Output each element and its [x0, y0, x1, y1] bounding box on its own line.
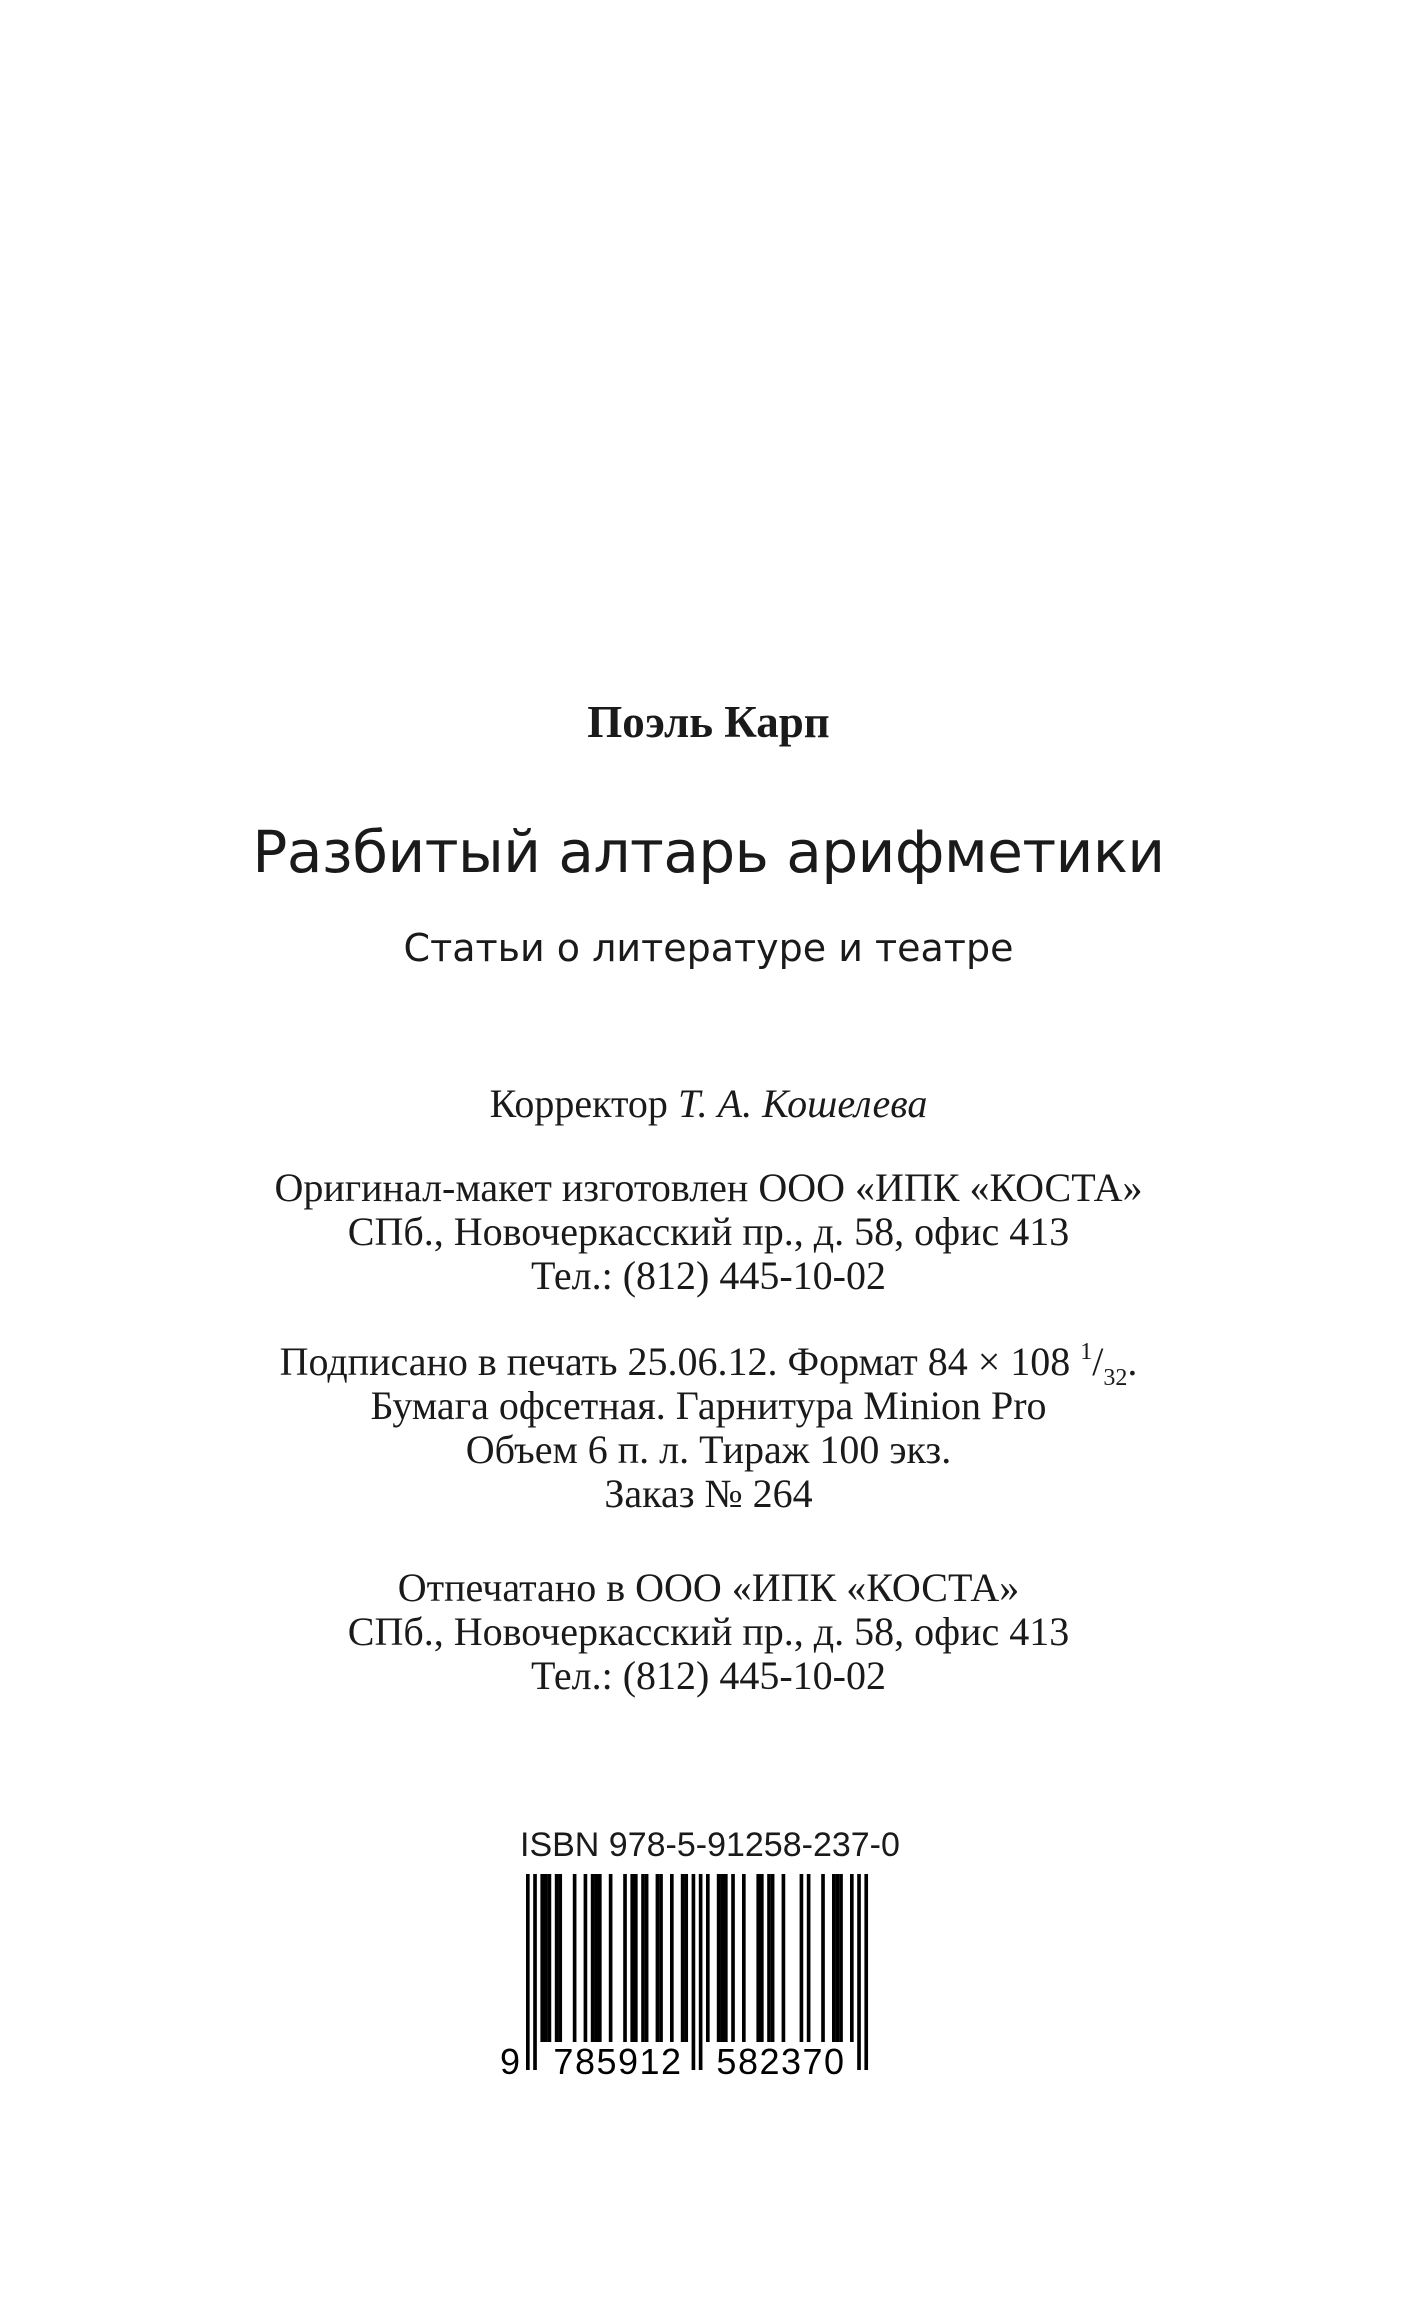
corrector-line — [0, 1080, 1417, 1127]
barcode-bar — [548, 1874, 552, 2042]
volume-run-line: Объем 6 п. л. Тираж 100 экз. — [465, 1427, 952, 1472]
barcode-bar — [821, 1874, 825, 2042]
printer-phone-line: Тел.: (812) 445-10-02 — [530, 1653, 887, 1698]
signed-to-print-text: Подписано в печать 25.06.12. Формат 84 × 108 — [279, 1339, 1071, 1384]
barcode-bar — [540, 1874, 544, 2042]
barcode-guard-bar — [533, 1874, 537, 2070]
barcode-guard-bar — [699, 1874, 703, 2070]
barcode-bar — [760, 1874, 764, 2042]
barcode-bar — [573, 1874, 577, 2042]
barcode-bar — [724, 1874, 728, 2042]
barcode-bar — [584, 1874, 588, 2042]
layout-address-line: СПб., Новочеркасский пр., д. 58, офис 413 — [347, 1209, 1070, 1254]
barcode-bar — [832, 1874, 836, 2042]
barcode-bar — [717, 1874, 721, 2042]
corrector-name: Т. А. Кошелева — [677, 1081, 928, 1126]
barcode-bar — [645, 1874, 649, 2042]
barcode-bar — [684, 1874, 688, 2042]
paper-typeface-line: Бумага офсетная. Гарнитура Minion Pro — [370, 1383, 1047, 1428]
barcode-bar — [767, 1874, 771, 2042]
book-author: Поэль Карп — [587, 697, 830, 747]
barcode-bar — [555, 1874, 559, 2042]
barcode-guard-bar — [864, 1874, 868, 2070]
order-number-line: Заказ № 264 — [604, 1471, 813, 1516]
format-numerator: 1 — [1080, 1339, 1093, 1365]
layout-phone-line: Тел.: (812) 445-10-02 — [530, 1253, 887, 1298]
barcode-guard-bar — [857, 1874, 861, 2070]
barcode-bar — [681, 1874, 685, 2042]
barcode-bar — [591, 1874, 595, 2042]
format-denominator: 32 — [1103, 1365, 1128, 1391]
printed-at-line: Отпечатано в ООО «ИПК «КОСТА» — [397, 1565, 1020, 1610]
printer-credits — [0, 1566, 1417, 1698]
barcode-bar — [630, 1874, 634, 2042]
book-title: Разбитый алтарь арифметики — [252, 818, 1165, 886]
print-specifications — [0, 1340, 1417, 1516]
barcode-bar — [850, 1874, 854, 2042]
barcode-bar — [594, 1874, 598, 2042]
barcode-bar — [839, 1874, 843, 2042]
barcode-bar — [609, 1874, 613, 2042]
barcode-bar — [659, 1874, 663, 2042]
barcode-first-digit: 9 — [499, 2041, 521, 2078]
printer-address-line: СПб., Новочеркасский пр., д. 58, офис 413 — [347, 1609, 1070, 1654]
barcode-bar — [623, 1874, 627, 2042]
barcode-bar — [641, 1874, 645, 2042]
barcode-bar — [836, 1874, 840, 2042]
book-subtitle: Статьи о литературе и театре — [403, 926, 1014, 970]
barcode-bar — [720, 1874, 724, 2042]
barcode-left-digits: 785912 — [553, 2041, 683, 2078]
isbn-label: ISBN 978-5-91258-237-0 — [520, 1826, 900, 1864]
barcode-bar — [731, 1874, 735, 2042]
barcode-guard-bar — [692, 1874, 696, 2070]
layout-credits — [0, 1166, 1417, 1298]
layout-credit-line: Оригинал-макет изготовлен ООО «ИПК «КОСТА» — [274, 1165, 1143, 1210]
barcode-bar — [558, 1874, 562, 2042]
barcode-guard-bar — [526, 1874, 530, 2070]
corrector-label: Корректор — [489, 1081, 668, 1126]
barcode-right-digits: 582370 — [716, 2041, 846, 2078]
barcode-bar — [807, 1874, 811, 2042]
barcode-bar — [800, 1874, 804, 2042]
barcode-bar — [782, 1874, 786, 2042]
barcode-bar — [756, 1874, 760, 2042]
barcode-bar — [670, 1874, 674, 2042]
barcode-bar — [544, 1874, 548, 2042]
barcode-bar — [742, 1874, 746, 2042]
barcode-bar — [771, 1874, 775, 2042]
barcode-bar — [706, 1874, 710, 2042]
signed-to-print-line: Подписано в печать 25.06.12. Формат 84 × 108 $^1/_{32}$. — [279, 1339, 1138, 1391]
barcode-bar — [634, 1874, 638, 2042]
barcode-graphic — [496, 1874, 886, 2078]
barcode-bar — [598, 1874, 602, 2042]
barcode-bar — [656, 1874, 660, 2042]
isbn-barcode-block — [496, 1826, 900, 2096]
